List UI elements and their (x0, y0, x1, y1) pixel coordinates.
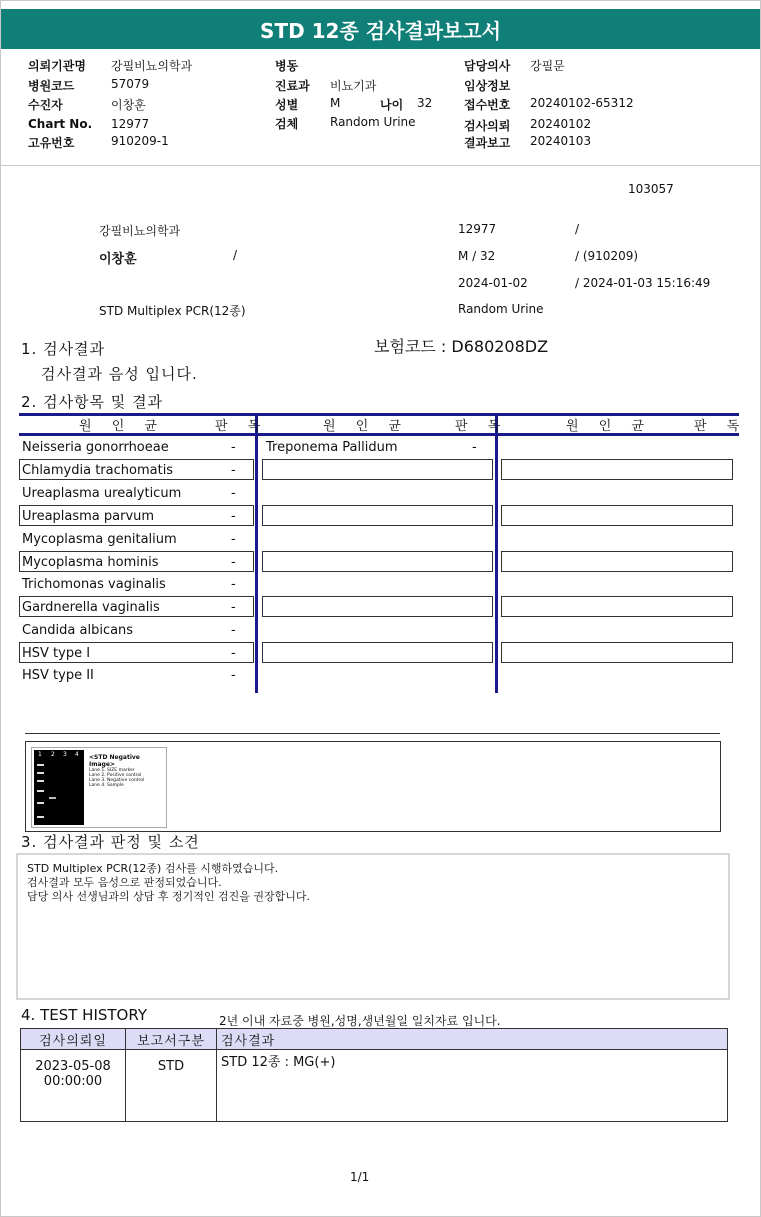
info-test-name: STD Multiplex PCR(12종) (99, 304, 246, 318)
row-box (501, 459, 733, 480)
header-label: 의뢰기관명 (28, 59, 86, 73)
organism-name: Chlamydia trachomatis (22, 463, 174, 478)
header-value: 57079 (111, 77, 150, 91)
organism-result: - (231, 668, 236, 683)
info-slash: / (233, 248, 238, 262)
header-label: 병동 (275, 59, 299, 73)
row-box (501, 505, 733, 526)
row-box (262, 596, 493, 617)
header-value: 12977 (111, 117, 150, 131)
info-sex-age: M / 32 (458, 249, 496, 263)
header-label: 검사의뢰 (464, 119, 511, 133)
header-value: M (330, 96, 341, 110)
organism-name: Mycoplasma genitalium (22, 532, 177, 547)
history-note: 2년 이내 자료중 병원,성명,생년월일 일치자료 입니다. (219, 1014, 501, 1028)
gel-legend-item: Lane 3. Negative control (89, 778, 145, 783)
gel-legend-item: Lane 4. Sample (89, 783, 124, 788)
report-title: STD 12종 검사결과보고서 (1, 9, 760, 49)
organism-name: Candida albicans (22, 623, 134, 638)
header-label: 결과보고 (464, 136, 511, 150)
row-box (501, 551, 733, 572)
gel-legend-item: Lane 1. SIZE marker (89, 768, 135, 773)
image-top-rule (25, 733, 720, 734)
header-value: 강필비뇨의학과 (111, 59, 193, 73)
header-value: Random Urine (330, 115, 416, 129)
history-time-value: 00:00:00 (43, 1074, 103, 1089)
history-type: STD (126, 1050, 217, 1122)
history-header: 검사의뢰일 (21, 1029, 126, 1050)
organism-result: - (231, 555, 236, 570)
header-value: 비뇨기과 (330, 79, 377, 93)
header-label: 담당의사 (464, 59, 511, 73)
lane-label: 1 (38, 751, 42, 758)
lane-label: 3 (63, 751, 67, 758)
organism-result: - (231, 646, 236, 661)
col-header-result: 판 독 (215, 419, 269, 434)
col-header-organism: 원 인 균 (566, 419, 652, 434)
section3-title: 3. 검사결과 판정 및 소견 (21, 833, 200, 851)
organism-result: - (231, 577, 236, 592)
organism-result: - (231, 440, 236, 455)
column-divider (495, 413, 498, 693)
header-label: 접수번호 (464, 98, 511, 112)
header-value: 20240102 (530, 117, 592, 131)
organism-name: HSV type I (22, 646, 91, 661)
header-value: 20240103 (530, 134, 592, 148)
lane-label: 2 (51, 751, 55, 758)
header-divider (1, 165, 760, 166)
header-label: 수진자 (28, 98, 63, 112)
header-label: 진료과 (275, 79, 310, 93)
row-box (262, 551, 493, 572)
history-date-value: 2023-05-08 (35, 1059, 111, 1074)
history-result: STD 12종 : MG(+) (217, 1050, 728, 1122)
history-table (20, 1028, 728, 1122)
header-label: Chart No. (28, 117, 93, 131)
history-header: 보고서구분 (126, 1029, 217, 1050)
header-value: 20240102-65312 (530, 96, 634, 110)
organism-result: - (472, 440, 477, 455)
section4-title: 4. TEST HISTORY (21, 1006, 147, 1024)
section1-title: 1. 검사결과 (21, 340, 106, 358)
organism-result: - (231, 463, 236, 478)
row-box (501, 596, 733, 617)
organism-name: Trichomonas vaginalis (22, 577, 166, 592)
gel-legend-item: Lane 2. Positive control (89, 773, 142, 778)
header-label: 병원코드 (28, 79, 75, 93)
organism-name: Gardnerella vaginalis (22, 600, 160, 615)
gel-photo (34, 750, 84, 825)
gel-image-frame (25, 741, 721, 832)
organism-name: Mycoplasma hominis (22, 555, 159, 570)
organism-name: HSV type II (22, 668, 94, 683)
info-report-datetime: / 2024-01-03 15:16:49 (575, 276, 711, 290)
table-row (21, 1050, 728, 1122)
info-recv-date: 2024-01-02 (458, 276, 528, 290)
history-header: 검사결과 (217, 1029, 728, 1050)
organism-name: Treponema Pallidum (266, 440, 398, 455)
info-specimen: Random Urine (458, 302, 544, 316)
row-box (262, 642, 493, 663)
findings-line: 검사결과 모두 음성으로 판정되었습니다. (27, 876, 222, 889)
header-label: 검체 (275, 117, 299, 131)
header-value: 강필문 (530, 59, 565, 73)
insurance-code: 보험코드 : D680208DZ (374, 337, 549, 356)
organism-result: - (231, 623, 236, 638)
col-header-organism: 원 인 균 (79, 419, 165, 434)
header-label: 고유번호 (28, 136, 75, 150)
header-label: 나이 (380, 98, 404, 112)
findings-line: STD Multiplex PCR(12종) 검사를 시행하였습니다. (27, 862, 279, 875)
section1-result: 검사결과 음성 입니다. (41, 365, 198, 383)
header-value: 910209-1 (111, 134, 169, 148)
col-header-result: 판 독 (694, 419, 748, 434)
col-header-organism: 원 인 균 (323, 419, 409, 434)
findings-line: 담당 의사 선생님과의 상담 후 정기적인 검진을 권장합니다. (27, 890, 310, 903)
organism-result: - (231, 486, 236, 501)
doc-number: 103057 (628, 182, 674, 196)
organism-result: - (231, 532, 236, 547)
header-value: 이창훈 (111, 98, 146, 112)
header-label: 임상정보 (464, 79, 511, 93)
organism-name: Ureaplasma urealyticum (22, 486, 182, 501)
row-box (501, 642, 733, 663)
history-date (21, 1050, 126, 1122)
organism-name: Neisseria gonorrhoeae (22, 440, 169, 455)
info-name: 이창훈 (99, 252, 137, 267)
organism-name: Ureaplasma parvum (22, 509, 155, 524)
row-box (262, 459, 493, 480)
row-box (262, 505, 493, 526)
organism-result: - (231, 509, 236, 524)
page-number: 1/1 (350, 1170, 370, 1184)
info-chart: 12977 (458, 222, 497, 236)
info-slash: / (575, 222, 580, 236)
info-clinic: 강필비뇨의학과 (99, 224, 181, 238)
organism-result: - (231, 600, 236, 615)
column-divider (255, 413, 258, 693)
lane-label: 4 (75, 751, 79, 758)
gel-image (31, 747, 167, 828)
header-value: 32 (417, 96, 433, 110)
findings-box (16, 853, 730, 1000)
section2-title: 2. 검사항목 및 결과 (21, 393, 164, 411)
gel-caption: <STD Negative Image> (89, 754, 140, 768)
info-birth: / (910209) (575, 249, 639, 263)
col-header-result: 판 독 (455, 419, 509, 434)
header-label: 성별 (275, 98, 299, 112)
